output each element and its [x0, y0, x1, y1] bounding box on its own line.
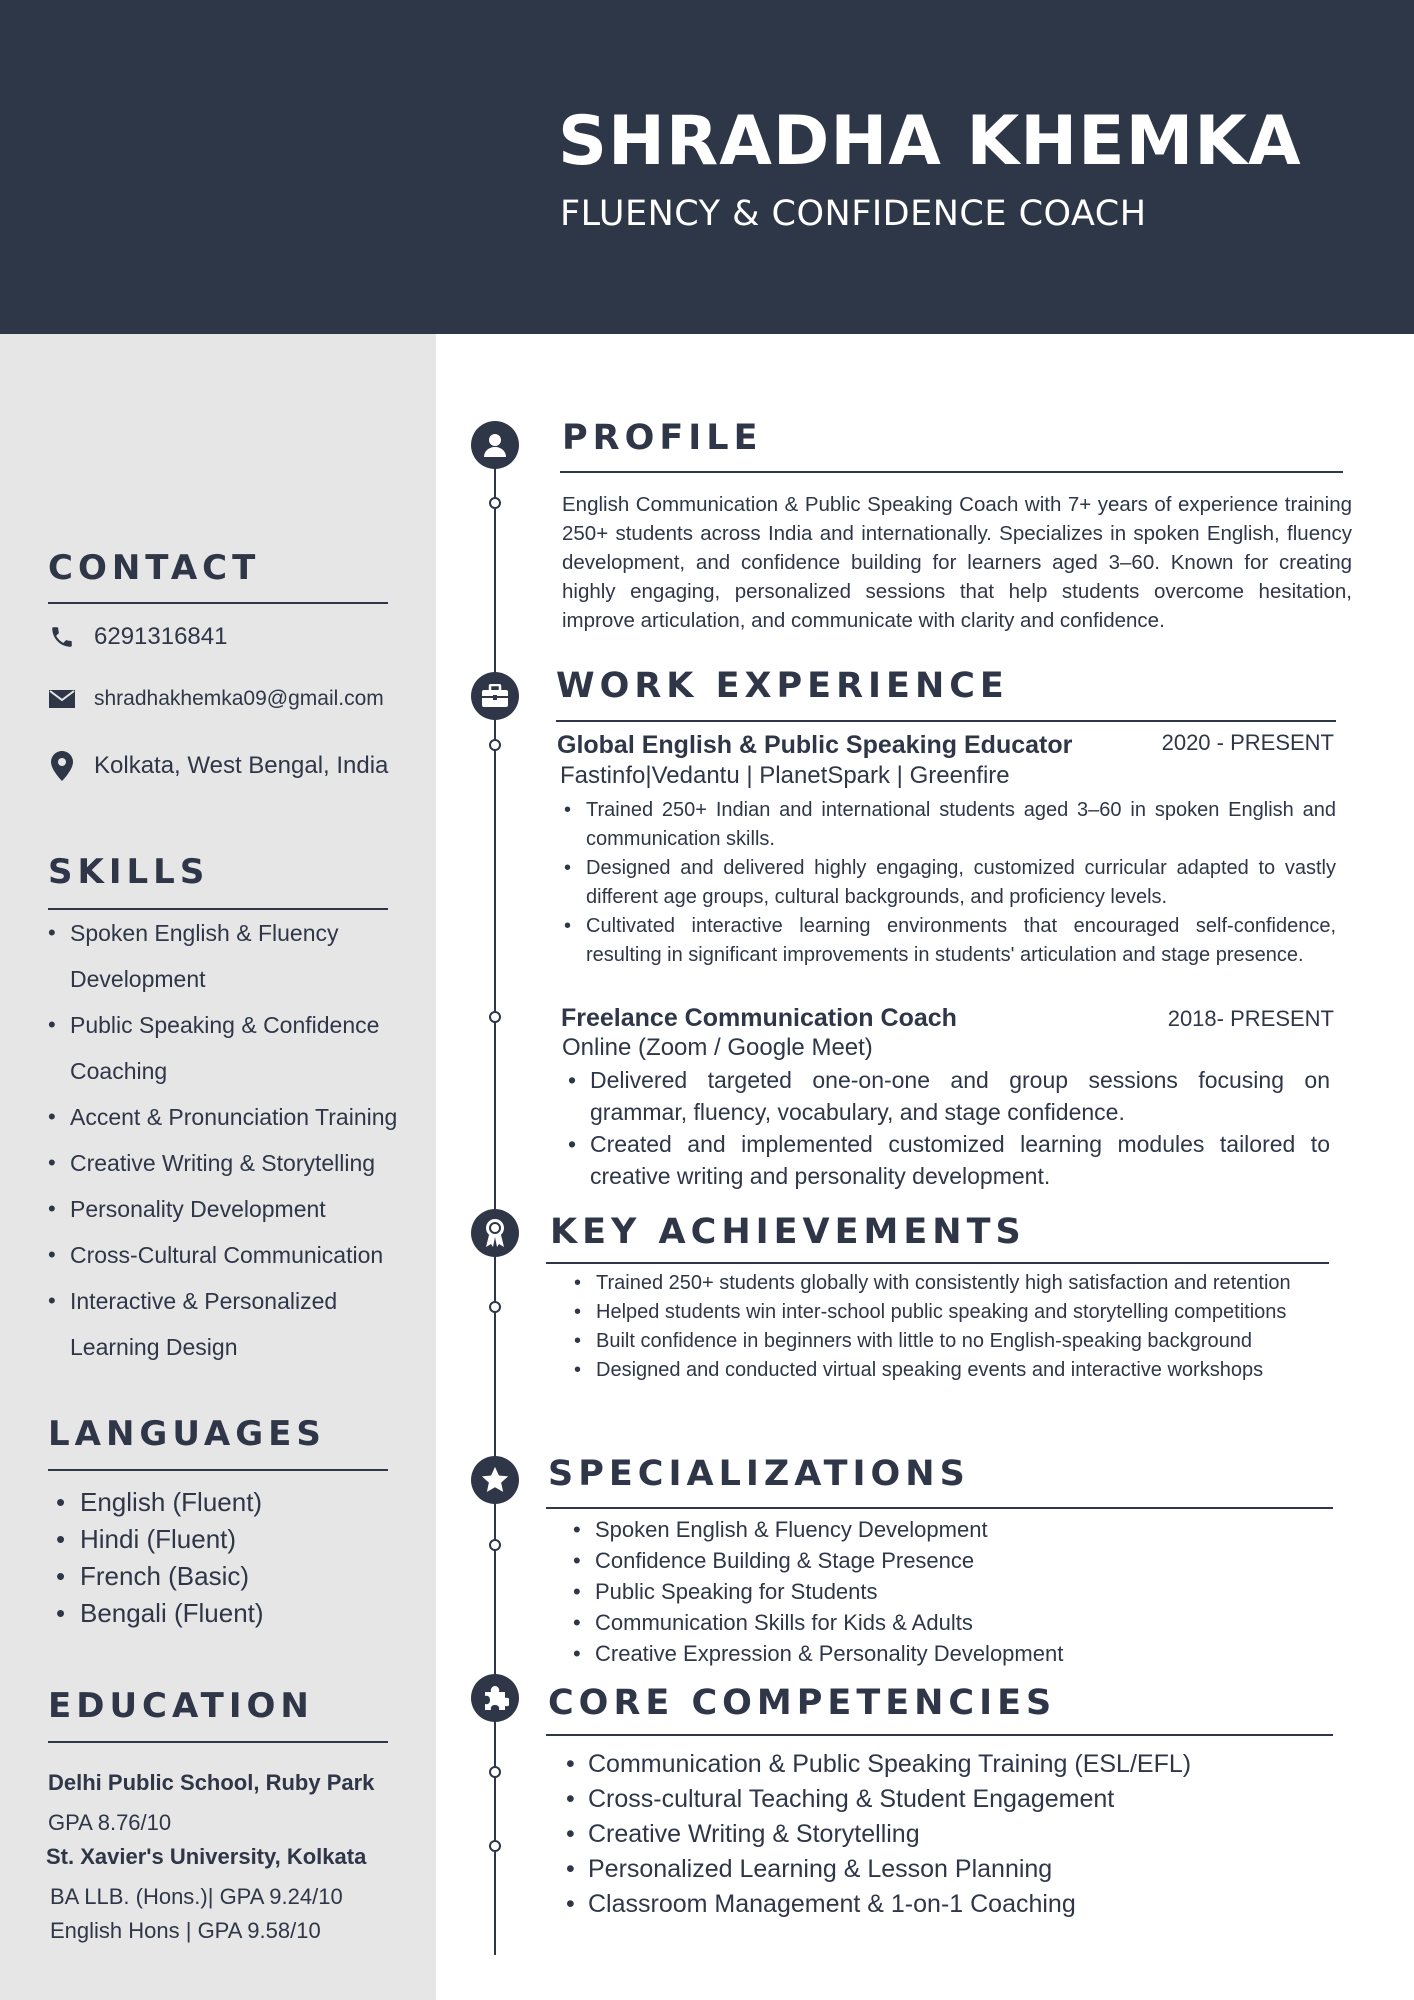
list-item: • Accent & Pronunciation Training — [48, 1094, 428, 1140]
specializations-list — [571, 1514, 1331, 1669]
profile-divider — [560, 471, 1343, 473]
education-school-2-detail-2: English Hons | GPA 9.58/10 — [50, 1918, 321, 1943]
competencies-list — [564, 1747, 1344, 1922]
list-item: • Delivered targeted one-on-one and group sessions focusing on grammar, fluency, vocabulary, and stage confidence. — [566, 1064, 1330, 1128]
job-title: Freelance Communication Coach — [561, 1004, 957, 1032]
profile-summary: English Communication & Public Speaking Coach with 7+ years of experience training 250+ students across India and internationally. Specializes in spoken English, fluency development, and confidence building for learners aged 3–60. Known for creating highly engaging, personalized sessions that help students overcome hesitation, improve articulation, and communicate with clarity and confidence. — [562, 493, 1352, 632]
list-item: • French (Basic) — [56, 1558, 416, 1595]
timeline-dot — [489, 1766, 501, 1778]
contact-email[interactable]: shradhakhemka09@gmail.com — [94, 687, 384, 710]
user-icon — [471, 421, 519, 469]
work-experience-heading: WORK EXPERIENCE — [556, 666, 1009, 706]
languages-list — [56, 1484, 416, 1632]
education-school-1: Delhi Public School, Ruby Park — [48, 1770, 375, 1795]
list-item: • Creative Writing & Storytelling — [48, 1140, 428, 1186]
profile-heading: PROFILE — [562, 418, 763, 458]
list-item: • Built confidence in beginners with little to no English-speaking background — [572, 1327, 1352, 1356]
header-banner — [0, 0, 1414, 334]
languages-heading: LANGUAGES — [48, 1414, 326, 1454]
list-item: • Cultivated interactive learning environments that encouraged self-confidence, resulting in significant improvements in students' articulation and stage presence. — [562, 912, 1336, 970]
competencies-divider — [546, 1734, 1333, 1736]
job-bullets — [562, 796, 1336, 970]
languages-divider — [48, 1469, 388, 1471]
timeline-dot — [489, 497, 501, 509]
list-item: • Communication Skills for Kids & Adults — [571, 1607, 1331, 1638]
list-item: • Created and implemented customized learning modules tailored to creative writing and personality development. — [566, 1128, 1330, 1192]
list-item: • Spoken English & Fluency Development — [48, 910, 428, 1002]
contact-divider — [48, 602, 388, 604]
specializations-heading: SPECIALIZATIONS — [548, 1454, 970, 1494]
timeline-dot — [489, 1301, 501, 1313]
contact-heading: CONTACT — [48, 548, 261, 588]
list-item: • Personalized Learning & Lesson Planning — [564, 1852, 1344, 1887]
achievements-list — [572, 1269, 1352, 1385]
list-item: • Bengali (Fluent) — [56, 1595, 416, 1632]
work-experience-divider — [556, 720, 1336, 722]
list-item: • Communication & Public Speaking Training (ESL/EFL) — [564, 1747, 1344, 1782]
candidate-name: SHRADHA KHEMKA — [558, 102, 1302, 181]
achievements-divider — [546, 1262, 1329, 1264]
education-school-1-detail: GPA 8.76/10 — [48, 1810, 172, 1835]
candidate-title: FLUENCY & CONFIDENCE COACH — [560, 194, 1147, 234]
job-organization: Fastinfo|Vedantu | PlanetSpark | Greenfire — [560, 762, 1010, 789]
list-item: • Helped students win inter-school public speaking and storytelling competitions — [572, 1298, 1352, 1327]
specializations-divider — [546, 1507, 1333, 1509]
list-item: • Public Speaking for Students — [571, 1576, 1331, 1607]
list-item: • Creative Writing & Storytelling — [564, 1817, 1344, 1852]
phone-icon — [48, 623, 76, 651]
timeline-line — [494, 440, 496, 1955]
achievements-heading: KEY ACHIEVEMENTS — [550, 1212, 1026, 1252]
list-item: • Trained 250+ Indian and international students aged 3–60 in spoken English and communication skills. — [562, 796, 1336, 854]
list-item: • Creative Expression & Personality Development — [571, 1638, 1331, 1669]
timeline-dot — [489, 1011, 501, 1023]
list-item: • Hindi (Fluent) — [56, 1521, 416, 1558]
list-item: • Confidence Building & Stage Presence — [571, 1545, 1331, 1576]
list-item: • Spoken English & Fluency Development — [571, 1514, 1331, 1545]
skills-list — [48, 910, 428, 1370]
star-icon — [471, 1456, 519, 1504]
contact-phone[interactable]: 6291316841 — [94, 623, 228, 650]
list-item: • Public Speaking & Confidence Coaching — [48, 1002, 428, 1094]
list-item: • Designed and conducted virtual speaking events and interactive workshops — [572, 1356, 1352, 1385]
education-heading: EDUCATION — [48, 1686, 314, 1726]
list-item: • Designed and delivered highly engaging, customized curricular adapted to vastly different age groups, cultural backgrounds, and proficiency levels. — [562, 854, 1336, 912]
job-organization: Online (Zoom / Google Meet) — [562, 1034, 873, 1061]
map-pin-icon — [48, 752, 76, 780]
briefcase-icon — [471, 672, 519, 720]
timeline-dot — [489, 1840, 501, 1852]
list-item: • Cross-cultural Teaching & Student Engagement — [564, 1782, 1344, 1817]
education-school-2-detail-1: BA LLB. (Hons.)| GPA 9.24/10 — [50, 1884, 343, 1909]
list-item: • Cross-Cultural Communication — [48, 1232, 428, 1278]
list-item: • Classroom Management & 1-on-1 Coaching — [564, 1887, 1344, 1922]
skills-heading: SKILLS — [48, 852, 210, 892]
contact-email-row — [48, 679, 428, 719]
contact-location: Kolkata, West Bengal, India — [94, 752, 389, 779]
puzzle-icon — [471, 1674, 519, 1722]
job-date: 2020 - PRESENT — [1161, 730, 1334, 755]
envelope-icon — [48, 685, 76, 713]
timeline-dot — [489, 739, 501, 751]
competencies-heading: CORE COMPETENCIES — [548, 1683, 1057, 1723]
list-item: • English (Fluent) — [56, 1484, 416, 1521]
job-title: Global English & Public Speaking Educator — [557, 731, 1073, 759]
timeline-dot — [489, 1539, 501, 1551]
education-school-2: St. Xavier's University, Kolkata — [46, 1844, 367, 1869]
contact-phone-row — [48, 617, 428, 657]
education-divider — [48, 1741, 388, 1743]
list-item: • Trained 250+ students globally with consistently high satisfaction and retention — [572, 1269, 1352, 1298]
contact-location-row — [48, 746, 428, 786]
job-bullets — [566, 1064, 1330, 1192]
award-ribbon-icon — [471, 1209, 519, 1257]
list-item: • Personality Development — [48, 1186, 428, 1232]
job-date: 2018- PRESENT — [1167, 1006, 1334, 1031]
list-item: • Interactive & Personalized Learning Design — [48, 1278, 428, 1370]
